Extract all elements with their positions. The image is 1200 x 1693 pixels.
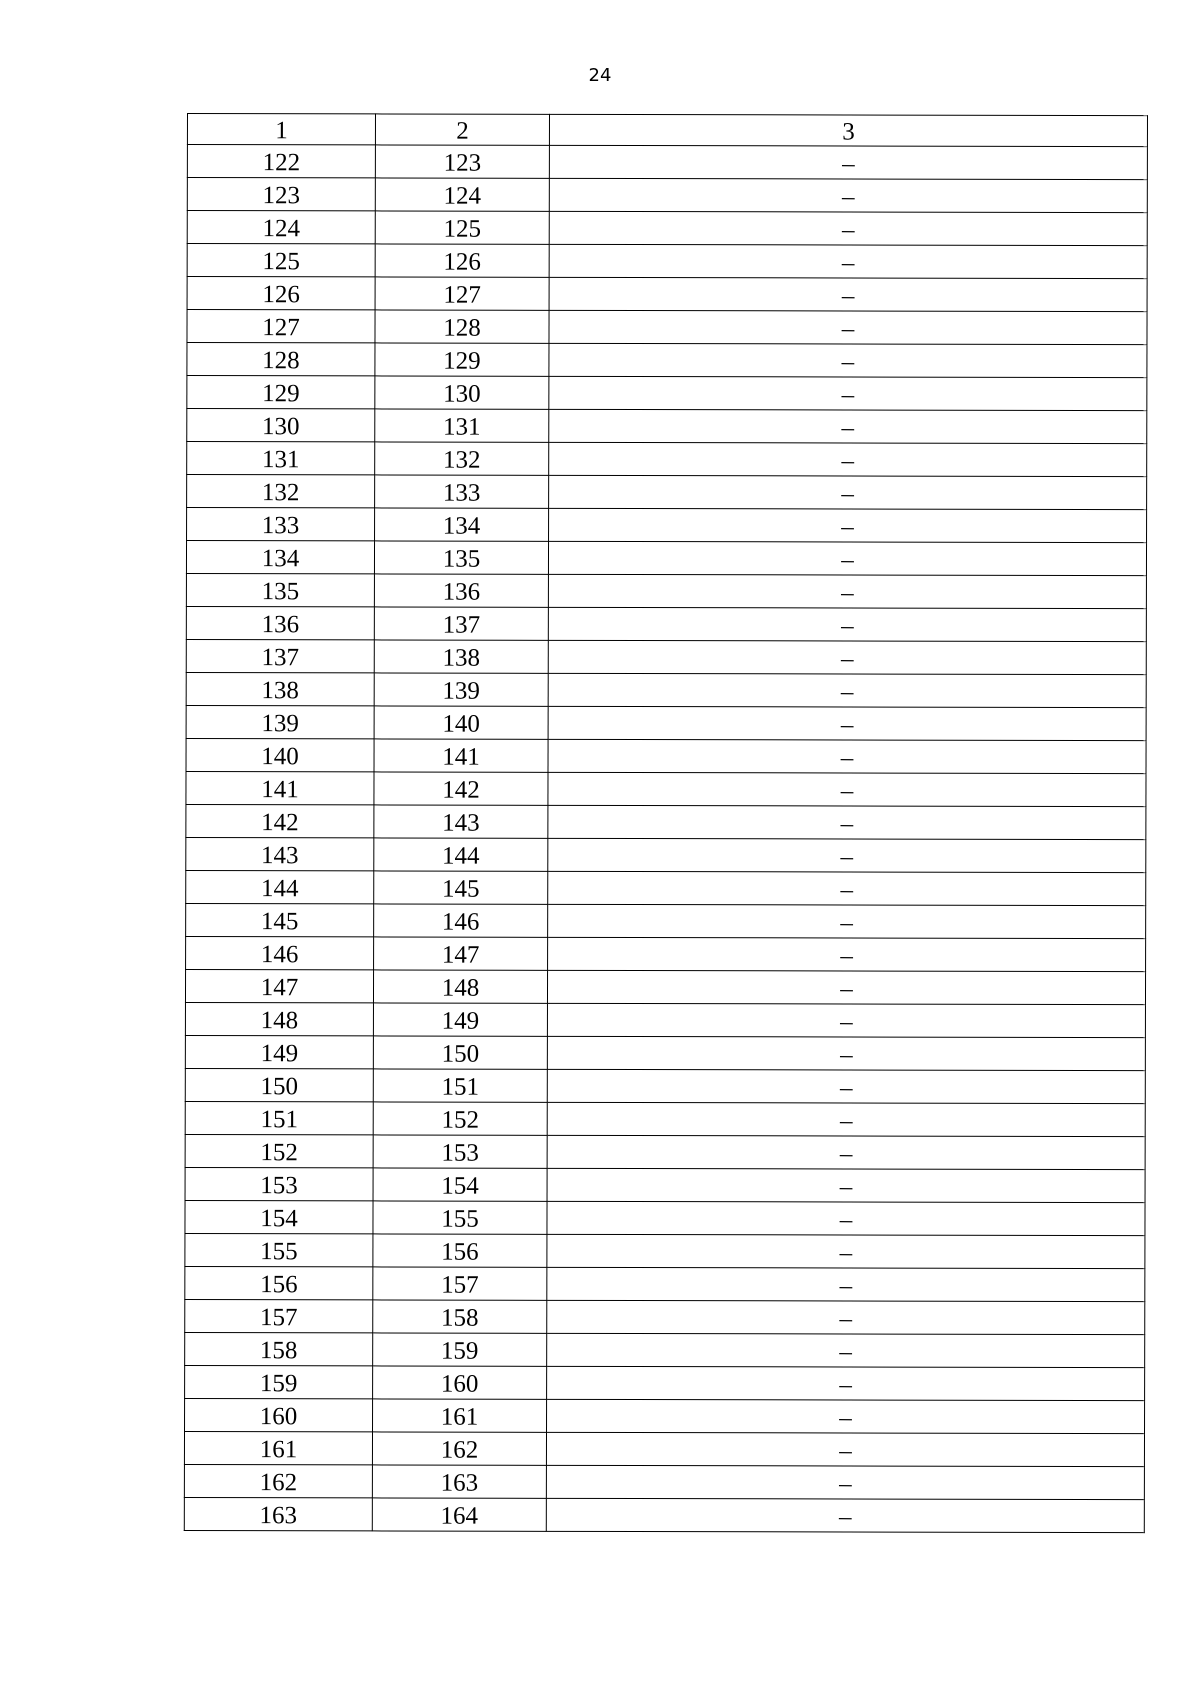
table-cell-col3: – — [548, 541, 1146, 575]
table-cell-col2: 146 — [374, 904, 548, 937]
table-cell-col1: 125 — [187, 244, 375, 277]
table-cell-col3: – — [549, 211, 1147, 245]
table-cell-col3: – — [549, 376, 1147, 410]
table-cell-col1: 138 — [186, 672, 374, 705]
table-cell-col1: 155 — [185, 1233, 373, 1266]
table-cell-col3: – — [548, 574, 1146, 608]
table-cell-col1: 159 — [185, 1365, 373, 1398]
table-cell-col1: 146 — [186, 936, 374, 969]
page-number: 24 — [588, 65, 612, 86]
table-cell-col1: 134 — [186, 541, 374, 574]
table-cell-col1: 162 — [184, 1464, 372, 1497]
table-row — [186, 903, 1146, 938]
table-cell-col3: – — [547, 1234, 1145, 1268]
table-cell-col3: – — [548, 871, 1146, 905]
table-cell-col2: 145 — [374, 871, 548, 904]
table-cell-col3: – — [547, 1366, 1145, 1400]
table-cell-col2: 160 — [373, 1366, 547, 1399]
table-row — [187, 211, 1147, 246]
table-cell-col2: 141 — [374, 739, 548, 772]
table-cell-col3: – — [547, 1036, 1145, 1070]
table-cell-col3: – — [547, 1267, 1145, 1301]
table-row — [186, 705, 1146, 740]
table-cell-col2: 157 — [373, 1267, 547, 1300]
table-cell-col2: 133 — [375, 475, 549, 508]
table-cell-col2: 162 — [372, 1432, 546, 1465]
table-row — [185, 1332, 1145, 1367]
table-cell-col3: – — [546, 1498, 1144, 1532]
table-cell-col1: 142 — [186, 804, 374, 837]
table-row — [186, 573, 1146, 608]
table-row — [187, 409, 1147, 444]
table-row — [185, 1200, 1145, 1235]
table-cell-col1: 136 — [186, 606, 374, 639]
table-cell-col2: 134 — [375, 508, 549, 541]
table-cell-col2: 142 — [374, 772, 548, 805]
table-cell-col1: 145 — [186, 903, 374, 936]
table-cell-col3: – — [547, 1135, 1145, 1169]
table-row — [186, 672, 1146, 707]
table-cell-col2: 125 — [375, 211, 549, 244]
table-cell-col1: 141 — [186, 771, 374, 804]
table-row — [186, 541, 1146, 576]
table-row — [187, 376, 1147, 411]
table-cell-col1: 127 — [187, 310, 375, 343]
table-row — [185, 1398, 1145, 1433]
table-cell-col1: 160 — [185, 1398, 373, 1431]
table-cell-col3: – — [547, 1333, 1145, 1367]
table-cell-col1: 129 — [187, 376, 375, 409]
table-cell-col2: 136 — [374, 574, 548, 607]
table-row — [186, 936, 1146, 971]
table-row — [187, 244, 1147, 279]
table-cell-col2: 152 — [373, 1102, 547, 1135]
table-cell-col1: 156 — [185, 1266, 373, 1299]
table-cell-col1: 139 — [186, 705, 374, 738]
table-cell-col3: – — [549, 145, 1147, 179]
table-row — [185, 1101, 1145, 1136]
column-header-3: 3 — [549, 114, 1147, 146]
table-header-row — [187, 114, 1147, 147]
table-cell-col3: – — [547, 1300, 1145, 1334]
table-cell-col2: 143 — [374, 805, 548, 838]
table-row — [185, 1035, 1145, 1070]
table-cell-col2: 149 — [373, 1003, 547, 1036]
table-row — [185, 1365, 1145, 1400]
table-row — [186, 606, 1146, 641]
table-cell-col2: 164 — [372, 1498, 546, 1531]
table-cell-col3: – — [547, 1201, 1145, 1235]
table-cell-col3: – — [547, 1003, 1145, 1037]
table-row — [187, 178, 1147, 213]
table-cell-col1: 131 — [187, 442, 375, 475]
table-cell-col3: – — [548, 706, 1146, 740]
table-cell-col1: 143 — [186, 837, 374, 870]
table-row — [186, 837, 1146, 872]
table-row — [187, 475, 1147, 510]
table-cell-col1: 154 — [185, 1200, 373, 1233]
table-cell-col2: 124 — [375, 178, 549, 211]
table-cell-col2: 129 — [375, 343, 549, 376]
table-cell-col3: – — [548, 607, 1146, 641]
table-row — [186, 804, 1146, 839]
table-cell-col1: 158 — [185, 1332, 373, 1365]
table-cell-col2: 135 — [374, 541, 548, 574]
table-cell-col1: 132 — [187, 475, 375, 508]
table-cell-col1: 122 — [187, 145, 375, 178]
table-cell-col3: – — [546, 1465, 1144, 1499]
table-cell-col1: 123 — [187, 178, 375, 211]
table-cell-col2: 130 — [375, 376, 549, 409]
table-cell-col1: 133 — [187, 508, 375, 541]
table-cell-col1: 151 — [185, 1101, 373, 1134]
table-cell-col3: – — [548, 937, 1146, 971]
table-row — [185, 1167, 1145, 1202]
table-cell-col2: 139 — [374, 673, 548, 706]
table-cell-col1: 161 — [184, 1431, 372, 1464]
table-row — [187, 442, 1147, 477]
table-cell-col3: – — [549, 475, 1147, 509]
table-cell-col1: 149 — [185, 1035, 373, 1068]
table-cell-col2: 154 — [373, 1168, 547, 1201]
table-row — [186, 639, 1146, 674]
table-cell-col3: – — [547, 970, 1145, 1004]
table-cell-col1: 148 — [185, 1002, 373, 1035]
table-cell-col3: – — [548, 640, 1146, 674]
table-cell-col2: 156 — [373, 1234, 547, 1267]
data-table — [184, 113, 1148, 1533]
table-cell-col2: 132 — [375, 442, 549, 475]
table-cell-col3: – — [547, 1102, 1145, 1136]
table-cell-col2: 131 — [375, 409, 549, 442]
table-cell-col3: – — [547, 1168, 1145, 1202]
table-cell-col2: 151 — [373, 1069, 547, 1102]
table-cell-col2: 123 — [375, 145, 549, 178]
table-cell-col3: – — [549, 178, 1147, 212]
table-cell-col1: 137 — [186, 639, 374, 672]
table-cell-col3: – — [548, 838, 1146, 872]
table-cell-col2: 126 — [375, 244, 549, 277]
table-cell-col2: 163 — [372, 1465, 546, 1498]
table-cell-col3: – — [547, 1069, 1145, 1103]
table-row — [185, 1068, 1145, 1103]
table-cell-col3: – — [548, 772, 1146, 806]
table-cell-col1: 147 — [185, 969, 373, 1002]
table-cell-col3: – — [549, 244, 1147, 278]
table-cell-col3: – — [549, 409, 1147, 443]
table-cell-col3: – — [549, 442, 1147, 476]
table-cell-col1: 144 — [186, 870, 374, 903]
table-cell-col2: 137 — [374, 607, 548, 640]
table-row — [187, 508, 1147, 543]
table-cell-col2: 155 — [373, 1201, 547, 1234]
table-cell-col3: – — [548, 739, 1146, 773]
table-cell-col2: 144 — [374, 838, 548, 871]
table-row — [185, 1134, 1145, 1169]
table-cell-col1: 128 — [187, 343, 375, 376]
table-cell-col2: 161 — [373, 1399, 547, 1432]
table-cell-col1: 135 — [186, 573, 374, 606]
table-row — [186, 771, 1146, 806]
table-cell-col3: – — [548, 904, 1146, 938]
table-cell-col1: 163 — [184, 1497, 372, 1530]
table-row — [184, 1464, 1144, 1499]
table-cell-col3: – — [549, 343, 1147, 377]
table-cell-col3: – — [549, 508, 1147, 542]
table-body — [184, 145, 1147, 1533]
table-row — [186, 738, 1146, 773]
table-cell-col3: – — [548, 673, 1146, 707]
table-cell-col1: 152 — [185, 1134, 373, 1167]
table-cell-col2: 128 — [375, 310, 549, 343]
table-cell-col3: – — [547, 1399, 1145, 1433]
table-row — [186, 870, 1146, 905]
table-cell-col3: – — [548, 805, 1146, 839]
table-cell-col2: 159 — [373, 1333, 547, 1366]
table-cell-col2: 138 — [374, 640, 548, 673]
table-cell-col1: 157 — [185, 1299, 373, 1332]
table-row — [184, 1497, 1144, 1532]
table-cell-col1: 126 — [187, 277, 375, 310]
table-row — [187, 145, 1147, 180]
column-header-2: 2 — [375, 114, 549, 145]
table-cell-col3: – — [546, 1432, 1144, 1466]
table-cell-col2: 140 — [374, 706, 548, 739]
table-cell-col2: 147 — [374, 937, 548, 970]
table-row — [184, 1431, 1144, 1466]
table-cell-col2: 158 — [373, 1300, 547, 1333]
table-cell-col3: – — [549, 277, 1147, 311]
table-cell-col1: 153 — [185, 1167, 373, 1200]
table-row — [187, 277, 1147, 312]
table-row — [187, 310, 1147, 345]
table-row — [185, 1299, 1145, 1334]
table-row — [185, 1233, 1145, 1268]
table-cell-col2: 153 — [373, 1135, 547, 1168]
table-row — [185, 1266, 1145, 1301]
table-cell-col1: 124 — [187, 211, 375, 244]
table-cell-col3: – — [549, 310, 1147, 344]
table-row — [185, 1002, 1145, 1037]
column-header-1: 1 — [187, 114, 375, 145]
table-cell-col1: 140 — [186, 738, 374, 771]
table-cell-col2: 127 — [375, 277, 549, 310]
table-row — [187, 343, 1147, 378]
table-cell-col2: 148 — [373, 970, 547, 1003]
table-cell-col1: 130 — [187, 409, 375, 442]
table-cell-col1: 150 — [185, 1068, 373, 1101]
table-cell-col2: 150 — [373, 1036, 547, 1069]
table-header — [187, 114, 1147, 147]
table-row — [185, 969, 1145, 1004]
